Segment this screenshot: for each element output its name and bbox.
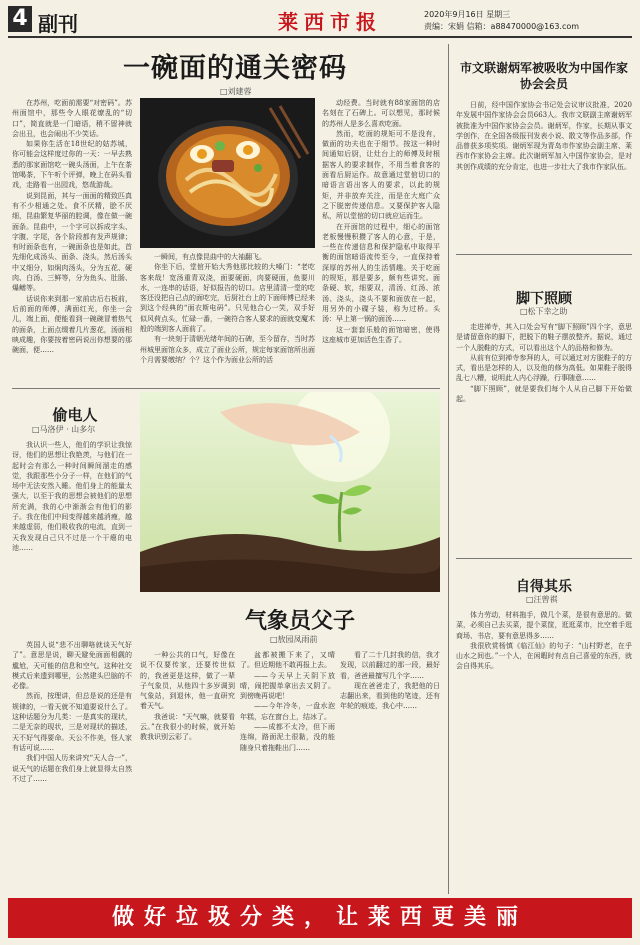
news-headline: 市文联谢炳军被吸收为中国作家协会会员	[459, 61, 628, 91]
noodle-bowl-icon	[140, 98, 315, 248]
section-label: 副刊	[38, 12, 78, 36]
main-article-col2: 一瞬间，有点像昆曲中的大袖翻飞。 你坐下后，堂倌开始大秀他那比较的大嗓门：“老吃客来哉！宽汤重青双浇，面要硬面，肉要硬面，鱼要川水，一连串的话语，好似报告的切口。店里清清一堂的吃客还没把自己点的面吃完，后厨社台上的下面师傅已经来到这个经典的“面衣斯电码”。只见他合心一笑，双手好似风荷点头，忙碌一番，一碗符合客人要求的面就变魔术般的端到客人面前了。 有一块刻于清朝光绪年间的石碑，至今留存，当时苏州城里面馆众多，成立了面业公所，规定每家面馆所出面个月需要缴纳？个？这个作为面业公所的活	[140, 253, 315, 364]
poem-author: □马洛伊 · 山多尔	[32, 425, 96, 434]
sidebar-rule-1	[456, 254, 632, 255]
editor-line: 责编：宋娟 信箱：a88470000@163.com	[424, 22, 580, 31]
sidebar-rule-2	[456, 558, 632, 559]
main-article-col1: 在苏州，吃面前需要“对密码”。苏州面馆中，那些令人眼花缭乱的“切口”，简直就是一门暗语，稍不留神就会出丑，也会闹出不少笑话。 如果你生活在18世纪的姑苏城，你可能会这样度过你的一天：一早去熟悉的那家面馆吃一碗头汤面，上午在茶馆喝茶，下午听个评弹，晚上在码头看戏，走路看一出园戏，悠哉游哉。 说到昆面，其与一面面的精致匹真有不少相通之处。食不厌精，脍不厌细，昆曲繁复华丽的腔调，像在做一碗面条。昆曲中，一个字可以拆成字头、字腹、字尾，各个阶段都有发声规律；有时面条也有，一碗面条也是如此，首先细化成汤头、面条、浇头，然后汤头中又细分，如焖肉汤头，分为五花、硬肉、白汤、三鲜等，分为鱼头、肚肠、爆鳝等。 话说你来到那一家前店后右板前，后前面的师傅，满面红光，你坐一会儿，端上面，便能看到一碗碗冒着热气的面条，上面点缀着几片葱花，汤面相映成趣，你要按着密码说出你想要的那碗面，便……	[12, 99, 132, 355]
essay1-title: 脚下照顾	[516, 291, 572, 307]
section-divider	[12, 388, 440, 389]
main-article-title: 一碗面的通关密码	[123, 53, 347, 84]
masthead: 莱西市报	[278, 10, 382, 34]
noodle-bowl-photo	[140, 98, 315, 248]
date-line: 2020年9月16日 星期三	[424, 10, 511, 19]
article2-author: □敖园凤雨前	[270, 635, 318, 644]
article2-col2: 盆都被搬下来了，又晴了。但近期他不敢再报上去。 ——今天早上天阴下放晴，闹把握单拿出去又阴了。到傍晚再说吧！ ——今年冷冬，一盘水泡年糕，忘在窗台上，结冰了。 ——成都不太冷，但下雨连绵，路面泥土很黏，没的能随身只着拖鞋出门……	[240, 651, 335, 752]
article2-col3: 看了二十几封我的信，我才发现，以前翻过的那一段，最好看，爸爸最擅写几个字…… 现在爸爸走了，我把他的日志翻出来，看到他的笔迹，还有年轮的痕迹，我心中……	[340, 651, 440, 711]
header-rule	[8, 36, 632, 38]
poem-title: 偷电人	[52, 406, 98, 424]
essay1-text: 走进禅寺，其入口处会写有“脚下照顾”四个字，意思是请留意你的脚下，把脱下的鞋子摆放整齐。据说，通过一个人脱鞋的方式，可以看出这个人的品格和修为。 从前有位到禅寺参拜的人，可以通过对方脱鞋子的方式，看出是怎样的人，以及他的修为高低。如果鞋子脱得乱七八糟，说明此人内心浮躁，行事随意…… “脚下照顾”，就是要我们每个人从自己脚下开始做起。	[456, 323, 632, 404]
essay2-text: 体力劳动，材料拖手，做几个菜，是很有意思的。做菜，必须自己去买菜，提个菜筐，逛逛菜市，比空着手逛商场、书店，要有意思得多…… 我很欣赏杨慎《临江仙》的句子：“山村野老，在乎山水之间也。”一个人，在闲暇时有点自己喜爱的东西，就会自得其乐。	[456, 611, 632, 671]
poem-text: 我认识一些人，他们的学识让我惊讶，他们的思想让我艳羡，与他们在一起时会有那么一种时间瞬间溜走的感觉，我跟那些小分子一样，在他们的气场中无法安然入睡。他们身上的能量太强大，以至于我的思想会被他们的思想所充满，我的心中渐渐会有他们的影子。我在他们中间变得越来越消瘦，越来越虚弱，他们吸收我的电流，直到一天我发现自己只不过是一个干瘪的电池……	[12, 441, 132, 552]
main-article-author: □刘建蓉	[220, 87, 252, 96]
main-article-col3: 动经费。当时就有88家面馆的店名刻在了石碑上。可以想见，那时候的苏州人是多么喜欢吃面。 然而，吃面的规矩可不是没有，做面的功夫也在于细节。按这一种时间通知后厨，让灶台上的师傅及时根据客人的要求制作，不用当着食客的面看后厨运作。故意通过堂倌切口的暗语言语出客人的要求，以此的规矩，并非放弃关注，而是在大庭广众之下脱密传递信息。又要保护客人隐私，所以堂倌的切口就应运而生。 在开面馆的过程中，细心的面馆老板慢慢积攒了客人的心意，于是，一些在传递信息和保护隐私中取得平衡的面馆暗语流传至今，一直保持着深厚的苏州人的生活情趣。关于吃面的规矩，那是要多，颇有些讲究。面条硬、软，细要双，清汤、红汤、浓汤、浇头，浇头不要和面放在一起，用另外的小碟子装，称为过桥。头汤：早上第一锅的面汤…… 这一套套乐般的面馆暗密，使得这座城市更加活色生香了。	[322, 99, 440, 344]
news-text: 日前，经中国作家协会书记处会议审议批准，2020年发展中国作家协会会员663人。我市文联副主席谢炳军被批准为中国作家协会会员。谢炳军，作家，长期从事文学创作，在全国各级报刊发表小说、散文等作品多部，作品曾获多项奖项。谢炳军现为青岛市作家协会副主席、莱西市作家协会主席。此次谢炳军加入中国作家协会，是对其创作成绩的充分肯定，也进一步壮大了我市作家队伍。	[456, 101, 632, 171]
essay1-author: □松下幸之助	[520, 307, 568, 316]
essay2-author: □汪曾祺	[526, 595, 558, 604]
essay2-title: 自得其乐	[516, 579, 572, 595]
page-number-badge: 4	[8, 6, 32, 32]
sidebar-divider	[448, 44, 449, 894]
article2-title: 气象员父子	[244, 608, 355, 634]
page-header	[0, 0, 640, 40]
sprout-photo	[140, 392, 440, 592]
article2-col1: 一种公共的口气，好像在说不仅要传家，还要传世似的，我爸更是这样，做了一辈子气象员，从他四十多岁调到气象站，到退休，他一直研究着天气。 我爸说：“天气嘛，就要看云。”在我很小的时候，就开始教我识别云彩了。	[140, 651, 235, 742]
slogan-text: 做好垃圾分类，让莱西更美丽	[111, 905, 528, 930]
slogan-banner	[8, 898, 632, 938]
weather-talk-text: 英国人说“悲不出聊咯就谈天气好了”。意思是说，聊天避免面面相觑的尴尬，天可能的信息和空气。这种社交模式后来遗到哪里，公然建头巴脑的不必像。 然而，按理讲，但总是说的还是有规律的，一看天就不知道要说什么了。这种话题分为几类：一是真实的现状，二是无奈的现状，三是对现状的描述，天不好气得要命。天公不作美，怪人家有话可说…… 我们中国人历来讲究“天人合一”，说天气的话题在我们身上就显得太自然不过了……	[12, 641, 132, 783]
watering-sprout-icon	[140, 392, 440, 592]
